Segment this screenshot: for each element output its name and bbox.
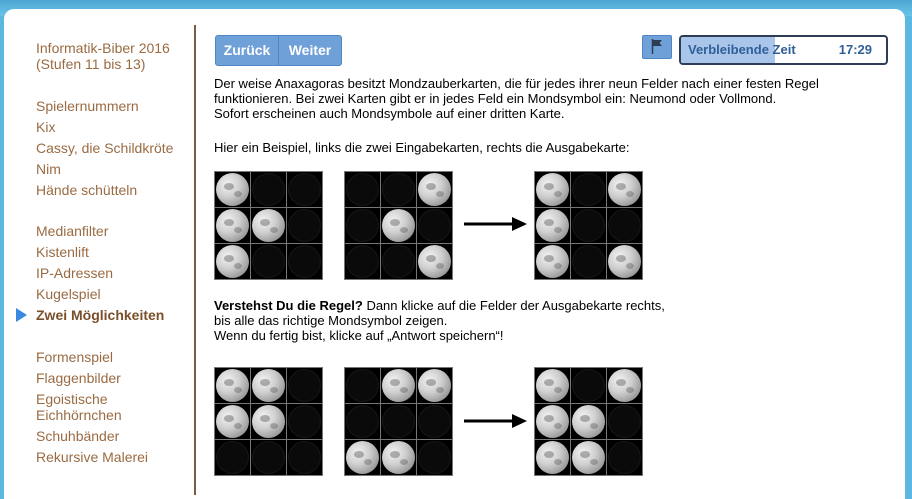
new-moon-icon [252,441,285,474]
sidebar-item-task[interactable]: Kistenlift [36,244,89,260]
full-moon-icon [382,369,415,402]
card-cell [215,172,251,208]
sidebar-item-task[interactable]: Schuhbänder [36,428,120,444]
card-cell [381,404,417,440]
new-moon-icon [288,209,321,242]
full-moon-icon [216,245,249,278]
card-cell [381,368,417,404]
back-button[interactable]: Zurück [215,35,279,66]
full-moon-icon [252,405,285,438]
full-moon-icon [536,369,569,402]
card-cell [345,440,381,476]
question-paragraph [214,298,894,343]
example-arrow-icon [464,216,528,232]
flag-icon [651,39,663,54]
new-moon-icon [382,245,415,278]
card-cell [535,208,571,244]
contest-title[interactable]: Informatik-Biber 2016 (Stufen 11 bis 13) [36,40,170,72]
card-cell [287,244,323,280]
question-line: Wenn du fertig bist, klicke auf „Antwort speichern“! [214,328,504,343]
current-task-arrow-icon [16,308,27,322]
full-moon-icon [572,405,605,438]
card-cell [251,244,287,280]
new-moon-icon [252,173,285,206]
task-input-card-2 [344,367,453,476]
sidebar-item-task[interactable]: Formenspiel [36,349,114,365]
sidebar-divider [194,25,196,495]
card-cell [381,244,417,280]
card-cell [345,368,381,404]
card-cell [215,368,251,404]
new-moon-icon [572,209,605,242]
card-cell [345,404,381,440]
card-cell [535,172,571,208]
card-cell [417,404,453,440]
card-cell [287,208,323,244]
card-cell[interactable] [607,404,643,440]
card-cell [287,404,323,440]
full-moon-icon [216,405,249,438]
new-moon-icon [572,245,605,278]
full-moon-icon [536,405,569,438]
sidebar-item-task[interactable]: Rekursive Malerei [36,449,149,465]
task-input-card-1 [214,367,323,476]
question-line: bis alle das richtige Mondsymbol zeigen. [214,313,448,328]
card-cell [417,368,453,404]
full-moon-icon [608,245,641,278]
flag-button[interactable] [642,35,672,59]
new-moon-icon [418,441,451,474]
next-button[interactable]: Weiter [278,35,342,66]
new-moon-icon [346,245,379,278]
example-input-card-1 [214,171,323,280]
new-moon-icon [572,173,605,206]
card-cell[interactable] [571,440,607,476]
card-cell [287,172,323,208]
card-cell [571,244,607,280]
full-moon-icon [536,173,569,206]
card-cell [417,172,453,208]
card-cell [251,368,287,404]
full-moon-icon [382,209,415,242]
card-cell [535,244,571,280]
card-cell [381,440,417,476]
sidebar-item-task[interactable]: Kix [36,119,56,135]
intro-line: funktionieren. Bei zwei Karten gibt er in jedes Feld ein Mondsymbol ein: Neumond oder Vollmond. [214,91,777,106]
card-cell [381,208,417,244]
full-moon-icon [536,441,569,474]
remaining-time-value: 17:29 [838,42,872,57]
example-input-card-2 [344,171,453,280]
full-moon-icon [382,441,415,474]
card-cell [417,244,453,280]
new-moon-icon [572,369,605,402]
task-output-card [534,367,643,476]
new-moon-icon [288,441,321,474]
sidebar-item-task[interactable]: Hände schütteln [36,182,138,198]
card-cell[interactable] [535,440,571,476]
card-cell [345,172,381,208]
card-cell [251,208,287,244]
card-cell[interactable] [571,368,607,404]
card-cell[interactable] [607,368,643,404]
card-cell [215,404,251,440]
new-moon-icon [382,173,415,206]
card-cell [287,440,323,476]
new-moon-icon [288,173,321,206]
full-moon-icon [572,441,605,474]
card-cell[interactable] [571,404,607,440]
sidebar-item-task[interactable]: Kugelspiel [36,286,101,302]
card-cell[interactable] [535,404,571,440]
card-cell [215,208,251,244]
sidebar [4,9,194,499]
sidebar-item-task[interactable]: Nim [36,161,61,177]
intro-line: Sofort erscheinen auch Mondsymbole auf einer dritten Karte. [214,106,565,121]
sidebar-item-task[interactable]: Cassy, die Schildkröte [36,140,174,156]
card-cell [607,172,643,208]
example-output-card [534,171,643,280]
sidebar-item-task[interactable]: Egoistische Eichhörnchen [36,391,122,423]
full-moon-icon [216,209,249,242]
card-cell[interactable] [535,368,571,404]
new-moon-icon [418,209,451,242]
new-moon-icon [608,441,641,474]
card-cell [607,208,643,244]
card-cell [287,368,323,404]
full-moon-icon [608,173,641,206]
card-cell [215,440,251,476]
intro-line: Der weise Anaxagoras besitzt Mondzauberkarten, die für jedes ihrer neun Felder nach einer festen Regel [214,76,819,91]
task-arrow-icon [464,413,528,429]
full-moon-icon [252,369,285,402]
new-moon-icon [288,369,321,402]
main-panel [4,9,905,499]
example-caption: Hier ein Beispiel, links die zwei Eingabekarten, rechts die Ausgabekarte: [214,140,630,155]
full-moon-icon [346,441,379,474]
card-cell [381,172,417,208]
full-moon-icon [252,209,285,242]
sidebar-item-task[interactable]: Medianfilter [36,223,109,239]
new-moon-icon [346,173,379,206]
new-moon-icon [346,209,379,242]
new-moon-icon [346,405,379,438]
card-cell [251,404,287,440]
full-moon-icon [608,369,641,402]
card-cell [345,208,381,244]
card-cell [571,208,607,244]
remaining-time-label: Verbleibende Zeit [688,42,796,57]
intro-paragraph [214,76,894,121]
new-moon-icon [608,209,641,242]
full-moon-icon [216,369,249,402]
sidebar-item-task[interactable]: Flaggenbilder [36,370,121,386]
full-moon-icon [418,245,451,278]
sidebar-item-task[interactable]: IP-Adressen [36,265,114,281]
new-moon-icon [252,245,285,278]
new-moon-icon [216,441,249,474]
card-cell [215,244,251,280]
remaining-time-box [679,35,888,65]
full-moon-icon [418,369,451,402]
card-cell[interactable] [607,440,643,476]
full-moon-icon [216,173,249,206]
new-moon-icon [288,245,321,278]
card-cell [571,172,607,208]
new-moon-icon [288,405,321,438]
full-moon-icon [536,209,569,242]
card-cell [251,440,287,476]
card-cell [607,244,643,280]
question-line [214,298,894,313]
card-cell [417,440,453,476]
card-cell [345,244,381,280]
question-rest: Dann klicke auf die Felder der Ausgabekarte rechts, [362,298,665,313]
full-moon-icon [536,245,569,278]
new-moon-icon [346,369,379,402]
new-moon-icon [418,405,451,438]
full-moon-icon [418,173,451,206]
card-cell [417,208,453,244]
sidebar-item-task[interactable]: Spielernummern [36,98,139,114]
new-moon-icon [608,405,641,438]
sidebar-item-task[interactable]: Zwei Möglichkeiten [36,307,165,323]
card-cell [251,172,287,208]
new-moon-icon [382,405,415,438]
question-bold: Verstehst Du die Regel? [214,298,363,313]
